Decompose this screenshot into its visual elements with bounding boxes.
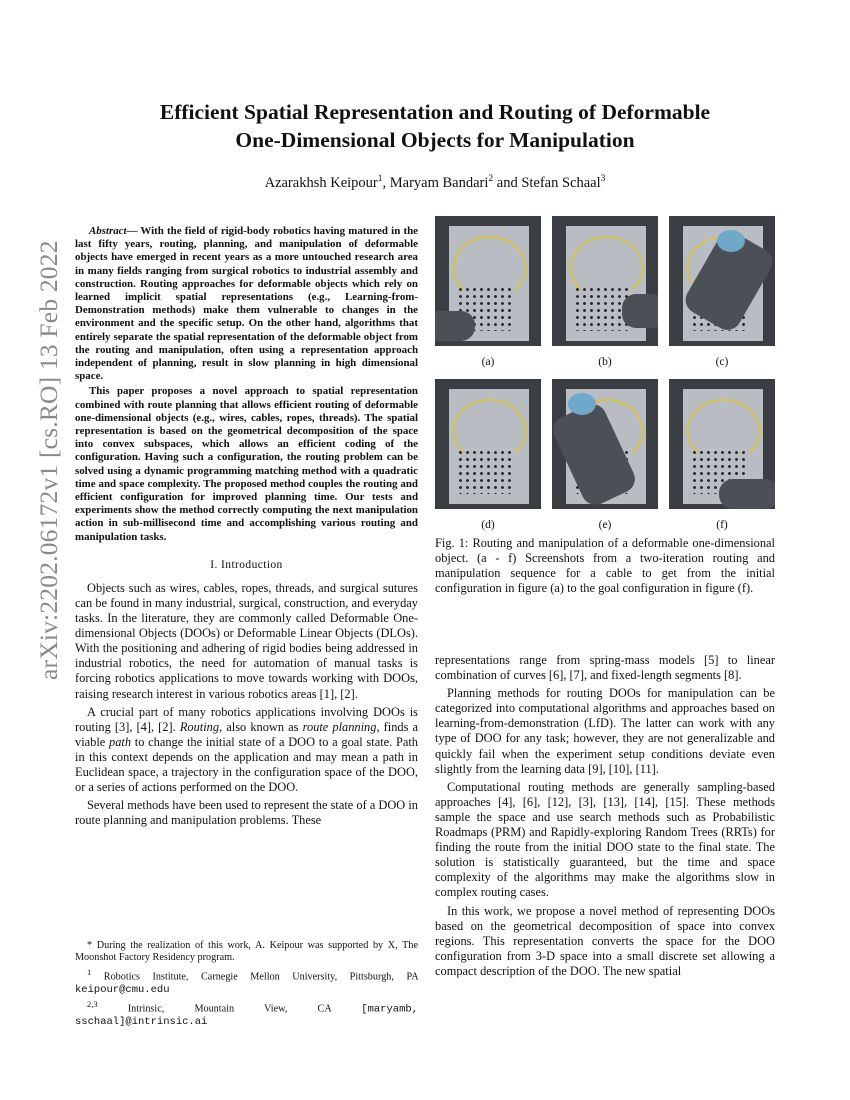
footnotes bbox=[75, 940, 418, 1030]
term-route-planning: route planning bbox=[302, 719, 377, 734]
footnote-text: Intrinsic, Mountain View, CA bbox=[97, 1003, 362, 1015]
figure-photo-c bbox=[669, 216, 775, 346]
introduction-text bbox=[75, 581, 418, 829]
author-1-affil: 1 bbox=[377, 174, 383, 184]
abstract bbox=[75, 225, 418, 544]
subfigure-label-e: (e) bbox=[598, 519, 612, 531]
author-3: Stefan Schaal bbox=[521, 174, 601, 191]
left-column bbox=[75, 225, 418, 831]
title-line-2: One-Dimensional Objects for Manipulation bbox=[235, 128, 635, 152]
abstract-lead: Abstract bbox=[89, 225, 127, 237]
term-routing: Routing bbox=[179, 719, 220, 734]
figure-photo-a bbox=[435, 216, 541, 346]
author-list bbox=[100, 174, 770, 192]
abstract-text-1: — With the field of rigid-body robotics having matured in the last fifty years, routing, planning, and manipulation of deformable objects have emerged in recent years as a more untouched research area in many fields ranging from surgical robotics to industrial assembly and construction. Routing approaches for deformable objects which rely on learned implicit spatial representations (e.g., Learning-from-Demonstration methods) make them vulnerable to changes in the environment and the specific setup. On the other hand, algorithms that entirely separate the spatial representation of the deformable object from the routing and manipulation, often using a representation approach independent of planning, result in slow planning in high dimensional space. bbox=[75, 225, 418, 383]
cable bbox=[570, 236, 644, 300]
subfigure-label-b: (b) bbox=[598, 356, 612, 368]
intro-paragraph-2 bbox=[75, 705, 418, 796]
footnote-marker: 2,3 bbox=[87, 999, 98, 1010]
author-2: Maryam Bandari bbox=[389, 174, 489, 191]
intro-text: , finds a viable bbox=[75, 719, 419, 749]
figure-photo-d bbox=[435, 379, 541, 509]
subfigure-label-d: (d) bbox=[481, 519, 495, 531]
cable bbox=[687, 399, 761, 463]
author-3-affil: 3 bbox=[600, 174, 606, 184]
figure-1-caption: Fig. 1: Routing and manipulation of a deformable one-dimensional object. (a - f) Screenshots from a two-iteration routing and manipulation sequence for a cable to get from the initial configuration in figure (a) to the goal configuration in figure (f). bbox=[435, 536, 775, 596]
email-intrinsic[interactable]: [maryamb, sschaal]@intrinsic.ai bbox=[75, 1003, 418, 1028]
footnote-text: Robotics Institute, Carnegie Mellon University, Pittsburgh, PA bbox=[91, 971, 418, 983]
right-paragraph-3: In this work, we propose a novel method of representing DOOs based on the geometrical decomposition of space into convex regions. This representation converts the space for the DOO configuration from 3-D space into a small discrete set allowing a compact description of the DOO. The new spatial bbox=[435, 903, 775, 978]
footnote-funding: * During the realization of this work, A. Keipour was supported by X, The Moonshot Factory Residency program. bbox=[75, 940, 418, 964]
robot-cap bbox=[568, 393, 596, 415]
footnote-affiliation-2 bbox=[75, 998, 418, 1028]
footnote-marker: 1 bbox=[87, 967, 92, 978]
author-1: Azarakhsh Keipour bbox=[264, 174, 378, 191]
intro-text: to change the initial state of a DOO to a goal state. Path in this context depends on the application and may mean a path in Euclidean space, a trajectory in the configuration space of the DOO, or a series of actions performed on the DOO. bbox=[75, 734, 418, 795]
author-separator: and bbox=[493, 174, 522, 191]
robot-arm bbox=[622, 294, 658, 328]
cable bbox=[453, 399, 527, 463]
figure-photo-f bbox=[669, 379, 775, 509]
section-heading-introduction: I. Introduction bbox=[210, 558, 283, 571]
figure-1-grid bbox=[435, 216, 775, 536]
right-column-body bbox=[435, 653, 775, 982]
intro-text: , also known as bbox=[219, 719, 303, 734]
intro-text: A crucial part of many robotics applications involving DOOs is routing [3], [4], [2]. bbox=[75, 704, 418, 734]
figure-photo-e bbox=[552, 379, 658, 509]
right-column bbox=[435, 216, 775, 609]
right-paragraph-2: Computational routing methods are generally sampling-based approaches [4], [6], [12], [3], [13], [14], [15]. These methods sample the space and use search methods such as Probabilistic Roadmaps (PRM) and Rapidly-exploring Random Trees (RRTs) for finding the route from the initial DOO state to the final state. The solution is statistically guaranteed, but the time and space complexity of the algorithms may make the algorithms slow in complex routing cases. bbox=[435, 779, 775, 900]
author-separator: , bbox=[382, 174, 390, 191]
term-path: path bbox=[109, 734, 132, 749]
subfigure-label-a: (a) bbox=[481, 356, 495, 368]
subfigure-label-f: (f) bbox=[716, 519, 728, 531]
intro-paragraph-3: Several methods have been used to represent the state of a DOO in route planning and manipulation problems. These bbox=[75, 798, 418, 828]
abstract-paragraph-2: This paper proposes a novel approach to spatial representation combined with route planning that allows efficient routing of deformable one-dimensional objects (e.g., wires, cables, ropes, threads). The spatial representation is based on the geometrical decomposition of the space into convex subspaces, which allows an efficient coding of the configuration. Having such a configuration, the routing problem can be solved using a dynamic programming matching method with a quadratic time and space complexity. The proposed method couples the routing and efficient configuration for improved planning time. Our tests and experiments show the method correctly computing the next manipulation action in sub-millisecond time and accomplishing various routing and manipulation tasks. bbox=[75, 385, 418, 543]
title-line-1: Efficient Spatial Representation and Routing of Deformable bbox=[159, 100, 711, 124]
subfigure-label-c: (c) bbox=[715, 356, 729, 368]
cable bbox=[453, 236, 527, 300]
figure-photo-b bbox=[552, 216, 658, 346]
intro-paragraph-1: Objects such as wires, cables, ropes, threads, and surgical sutures can be found in many industrial, surgical, construction, and everyday tasks. In the literature, they are commonly called Deformable One-dimensional Objects (DOOs) or Deformable Linear Objects (DLOs). With the positioning and adhering of rigid bodies being addressed in industrial robotics, the need for automation of manual tasks is forcing robotics applications to move towards working with DOOs, raising research interest in various robotics areas [1], [2]. bbox=[75, 580, 418, 701]
robot-cap bbox=[717, 230, 745, 252]
paper-title bbox=[100, 98, 770, 154]
right-paragraph-0: representations range from spring-mass models [5] to linear combination of curves [6], [7], and fixed-length segments [8]. bbox=[435, 653, 775, 683]
email-keipour[interactable]: keipour@cmu.edu bbox=[75, 984, 170, 996]
robot-arm bbox=[435, 311, 475, 341]
footnote-affiliation-1 bbox=[75, 966, 418, 996]
author-2-affil: 2 bbox=[488, 174, 494, 184]
arxiv-identifier: arXiv:2202.06172v1 [cs.RO] 13 Feb 2022 bbox=[34, 240, 63, 680]
abstract-paragraph-1 bbox=[75, 225, 418, 383]
right-paragraph-1: Planning methods for routing DOOs for manipulation can be categorized into computational algorithms and approaches based on learning-from-demonstration (LfD). The latter can work with any type of DOO for any task; however, they are not generalizable and quickly fail when the experiment setup conditions deviate even slightly from the learning data [9], [10], [11]. bbox=[435, 686, 775, 776]
robot-arm bbox=[719, 479, 775, 509]
